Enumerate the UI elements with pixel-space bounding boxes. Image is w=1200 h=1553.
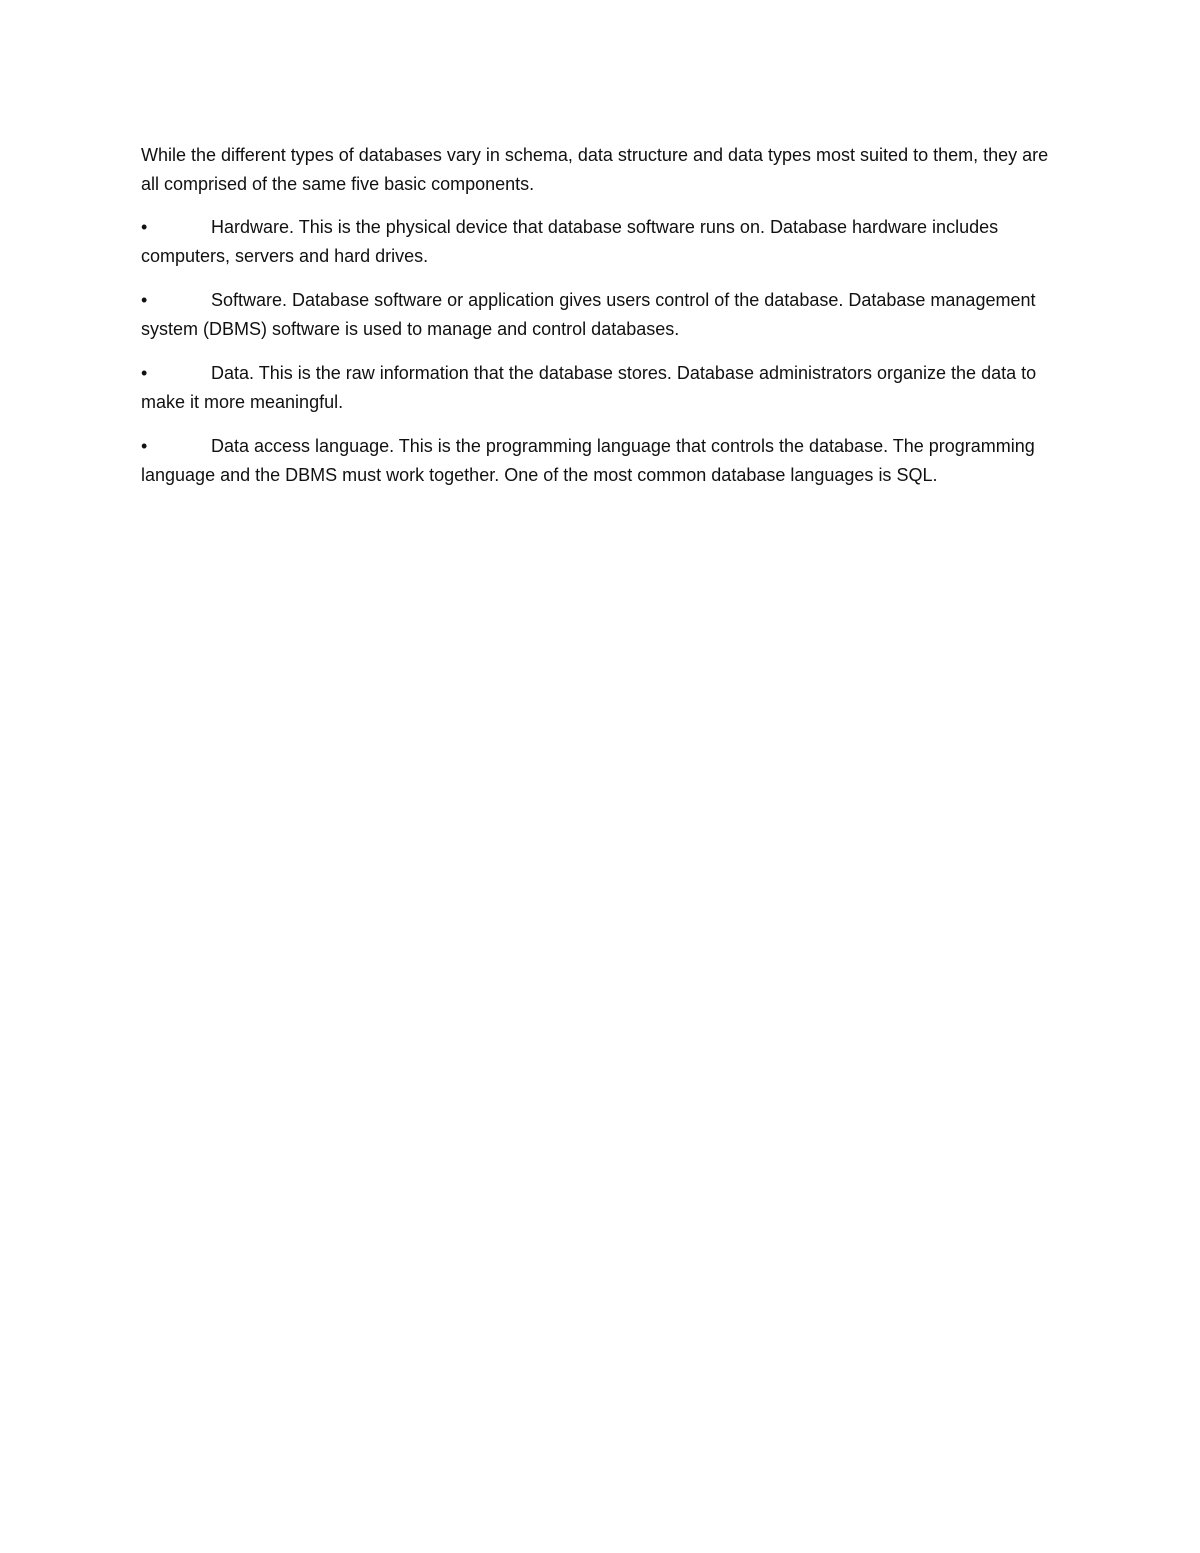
bullet-icon: • xyxy=(141,436,148,456)
list-item-text: Data access language. This is the programming language that controls the database. The programming language and the DBMS must work together. One of the most common database languages is SQL. xyxy=(141,436,1035,485)
intro-paragraph: While the different types of databases vary in schema, data structure and data types most suited to them, they are all comprised of the same five basic components. xyxy=(141,145,1049,194)
list-item-text: Hardware. This is the physical device that database software runs on. Database hardware includes computers, servers and hard drives. xyxy=(141,217,999,266)
list-item xyxy=(141,286,1061,344)
list-item xyxy=(141,359,1061,417)
list-item xyxy=(141,432,1061,490)
list-item-text: Software. Database software or application gives users control of the database. Database management system (DBMS) software is used to manage and control databases. xyxy=(141,290,1036,339)
list-item-text: Data. This is the raw information that the database stores. Database administrators organize the data to make it more meaningful. xyxy=(141,363,1037,412)
bullet-icon: • xyxy=(141,363,148,383)
component-list xyxy=(141,213,1061,490)
list-item xyxy=(141,213,1061,271)
document-body xyxy=(141,141,1061,505)
bullet-icon: • xyxy=(141,290,148,310)
bullet-icon: • xyxy=(141,217,148,237)
